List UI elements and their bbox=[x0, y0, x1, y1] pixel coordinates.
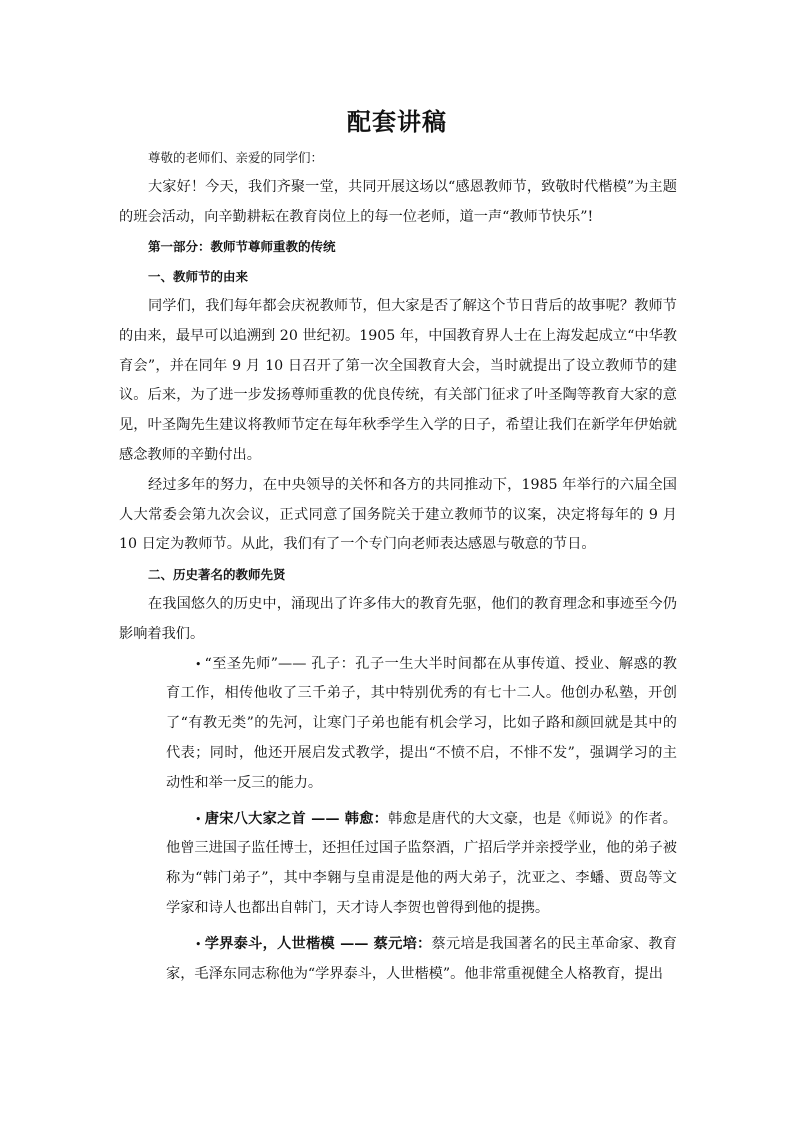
part-heading: 第一部分：教师节尊师重教的传统 bbox=[148, 239, 336, 255]
list-item bbox=[166, 650, 677, 799]
teacher-list bbox=[166, 650, 677, 990]
bullet-icon: • bbox=[195, 812, 202, 826]
list-item-lead: 唐宋八大家之首 —— 韩愈： bbox=[204, 810, 389, 827]
list-item-text: 蔡元培是我国著名的民主革命家、教育家，毛泽东同志称他为“学界泰斗，人世楷模”。他非常重视健全人格教育，提出 bbox=[166, 935, 677, 982]
origin-paragraph-1: 同学们，我们每年都会庆祝教师节，但大家是否了解这个节日背后的故事呢？教师节的由来，最早可以追溯到 20 世纪初。1905 年，中国教育界人士在上海发起成立“中华教育会”，并在同年 9 月 10 日召开了第一次全国教育大会，当时就提出了设立教师节的建议。后来，为了进一步发扬尊师重教的优良传统，有关部门征求了叶圣陶等教育大家的意见，叶圣陶先生建议将教师节定在每年秋季学生入学的日子，希望让我们在新学年伊始就感念教师的辛勤付出。 bbox=[119, 297, 677, 463]
bullet-icon: • bbox=[195, 937, 202, 951]
section-heading-origin: 一、教师节的由来 bbox=[148, 269, 249, 285]
greeting: 尊敬的老师们、亲爱的同学们： bbox=[148, 150, 324, 165]
list-item-lead: 学界泰斗，人世楷模 —— 蔡元培： bbox=[204, 935, 432, 952]
list-item-text: 孔子一生大半时间都在从事传道、授业、解惑的教育工作，相传他收了三千弟子，其中特别优秀的有七十二人。他创办私塾，开创了“有教无类”的先河，让寒门子弟也能有机会学习，比如子路和颜回就是其中的代表；同时，他还开展启发式教学，提出“不愤不启，不悱不发”，强调学习的主动性和举一反三的能力。 bbox=[166, 655, 677, 791]
list-item bbox=[166, 930, 677, 990]
list-item-text: 韩愈是唐代的大文豪，也是《师说》的作者。他曾三进国子监任博士，还担任过国子监祭酒，广招后学并亲授学业，他的弟子被称为“韩门弟子”，其中李翱与皇甫湜是他的两大弟子，沈亚之、李蟠、贾岛等文学家和诗人也都出自韩门，天才诗人李贺也曾得到他的提携。 bbox=[166, 810, 677, 916]
origin-paragraph-2: 经过多年的努力，在中央领导的关怀和各方的共同推动下，1985 年举行的六届全国人大常委会第九次会议，正式同意了国务院关于建立教师节的议案，决定将每年的 9 月 10 日定为教师节。从此，我们有了一个专门向老师表达感恩与敬意的节日。 bbox=[119, 476, 677, 553]
teachers-intro-paragraph: 在我国悠久的历史中，涌现出了许多伟大的教育先驱，他们的教育理念和事迹至今仍影响着我们。 bbox=[119, 595, 677, 642]
list-item bbox=[166, 805, 677, 924]
intro-paragraph: 大家好！今天，我们齐聚一堂，共同开展这场以“感恩教师节，致敬时代楷模”为主题的班会活动，向辛勤耕耘在教育岗位上的每一位老师，道一声“教师节快乐”! bbox=[119, 178, 677, 225]
document-title: 配套讲稿 bbox=[347, 108, 447, 136]
bullet-icon: • bbox=[195, 657, 202, 671]
section-heading-teachers: 二、历史著名的教师先贤 bbox=[148, 567, 286, 583]
list-item-lead: “至圣先师”—— 孔子： bbox=[204, 655, 356, 672]
document-body bbox=[119, 143, 677, 989]
